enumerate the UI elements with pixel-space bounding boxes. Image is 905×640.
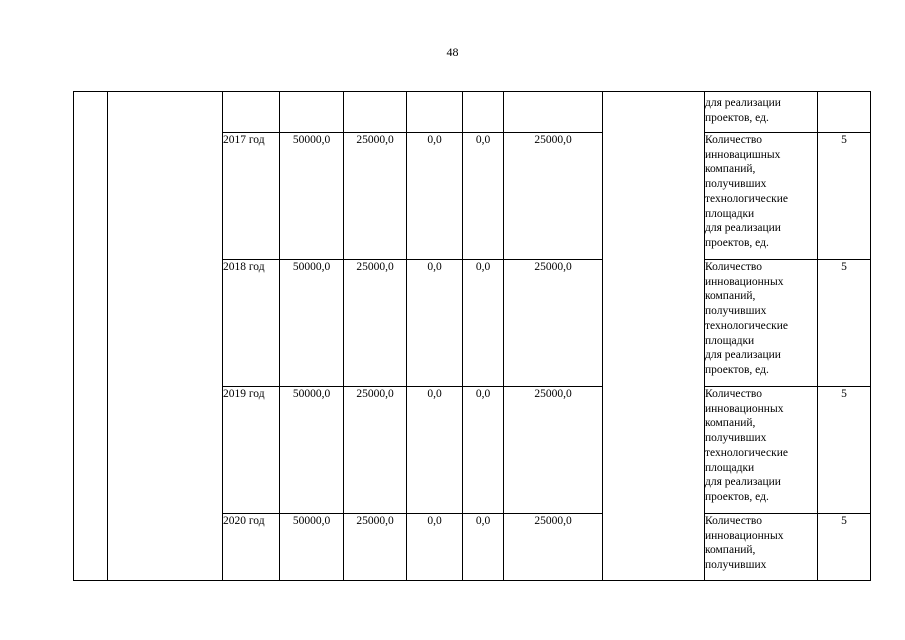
zero-cell: 0,0 <box>463 133 504 260</box>
year-cell: 2019 год <box>223 387 280 514</box>
budget-cell: 25000,0 <box>344 260 407 387</box>
indicator-line: технологические <box>705 319 788 332</box>
indicator-line: инновацишных <box>705 148 781 161</box>
indicator-cell <box>705 92 818 133</box>
zero-cell: 0,0 <box>407 514 463 581</box>
indicator-line: инновационных <box>705 402 784 415</box>
year-cell: 2017 год <box>223 133 280 260</box>
indicator-line: площадки <box>705 207 755 220</box>
program-funding-table <box>73 91 871 581</box>
indicator-line: компаний, <box>705 417 756 430</box>
extra-funding-cell <box>504 92 603 133</box>
executor-cell <box>603 92 705 581</box>
zero-cell <box>463 92 504 133</box>
indicator-cell <box>705 387 818 514</box>
value-cell: 5 <box>818 387 871 514</box>
budget-cell: 25000,0 <box>344 133 407 260</box>
indicator-line: получивших <box>705 432 767 445</box>
extra-funding-cell: 25000,0 <box>504 387 603 514</box>
total-cell: 50000,0 <box>280 387 344 514</box>
budget-cell <box>344 92 407 133</box>
total-cell: 50000,0 <box>280 514 344 581</box>
indicator-line: получивших <box>705 305 767 318</box>
year-cell: 2020 год <box>223 514 280 581</box>
budget-cell: 25000,0 <box>344 387 407 514</box>
zero-cell <box>407 92 463 133</box>
indicator-line: компаний, <box>705 290 756 303</box>
extra-funding-cell: 25000,0 <box>504 514 603 581</box>
zero-cell: 0,0 <box>463 387 504 514</box>
indicator-line: Количество <box>705 515 762 527</box>
zero-cell: 0,0 <box>407 260 463 387</box>
indicator-line: технологические <box>705 446 788 459</box>
value-cell: 5 <box>818 514 871 581</box>
indicator-line: инновационных <box>705 529 784 542</box>
indicator-line: проектов, ед. <box>705 363 769 376</box>
zero-cell: 0,0 <box>407 133 463 260</box>
indicator-cell <box>705 133 818 260</box>
budget-cell: 25000,0 <box>344 514 407 581</box>
value-cell: 5 <box>818 133 871 260</box>
indicator-cell <box>705 514 818 581</box>
total-cell <box>280 92 344 133</box>
extra-funding-cell: 25000,0 <box>504 133 603 260</box>
number-column-cell <box>74 92 108 581</box>
indicator-line: площадки <box>705 334 755 347</box>
indicator-line: для реализации <box>705 97 781 109</box>
total-cell: 50000,0 <box>280 260 344 387</box>
extra-funding-cell: 25000,0 <box>504 260 603 387</box>
indicator-line: проектов, ед. <box>705 236 769 249</box>
indicator-line: получивших <box>705 178 767 191</box>
indicator-line: компаний, <box>705 544 756 557</box>
indicator-line: проектов, ед. <box>705 111 769 124</box>
indicator-line: для реализации <box>705 349 781 362</box>
year-cell <box>223 92 280 133</box>
indicator-line: Количество <box>705 261 762 273</box>
page-number: 48 <box>446 45 459 59</box>
indicator-line: для реализации <box>705 476 781 489</box>
indicator-line: Количество <box>705 388 762 400</box>
year-cell: 2018 год <box>223 260 280 387</box>
zero-cell: 0,0 <box>407 387 463 514</box>
zero-cell: 0,0 <box>463 514 504 581</box>
value-cell <box>818 92 871 133</box>
table-row <box>74 92 871 133</box>
total-cell: 50000,0 <box>280 133 344 260</box>
indicator-line: Количество <box>705 134 762 146</box>
indicator-line: получивших <box>705 559 767 572</box>
zero-cell: 0,0 <box>463 260 504 387</box>
indicator-cell <box>705 260 818 387</box>
indicator-line: для реализации <box>705 222 781 235</box>
event-name-cell <box>108 92 223 581</box>
indicator-line: компаний, <box>705 163 756 176</box>
indicator-line: площадки <box>705 461 755 474</box>
indicator-line: технологические <box>705 192 788 205</box>
value-cell: 5 <box>818 260 871 387</box>
indicator-line: инновационных <box>705 275 784 288</box>
indicator-line: проектов, ед. <box>705 490 769 503</box>
